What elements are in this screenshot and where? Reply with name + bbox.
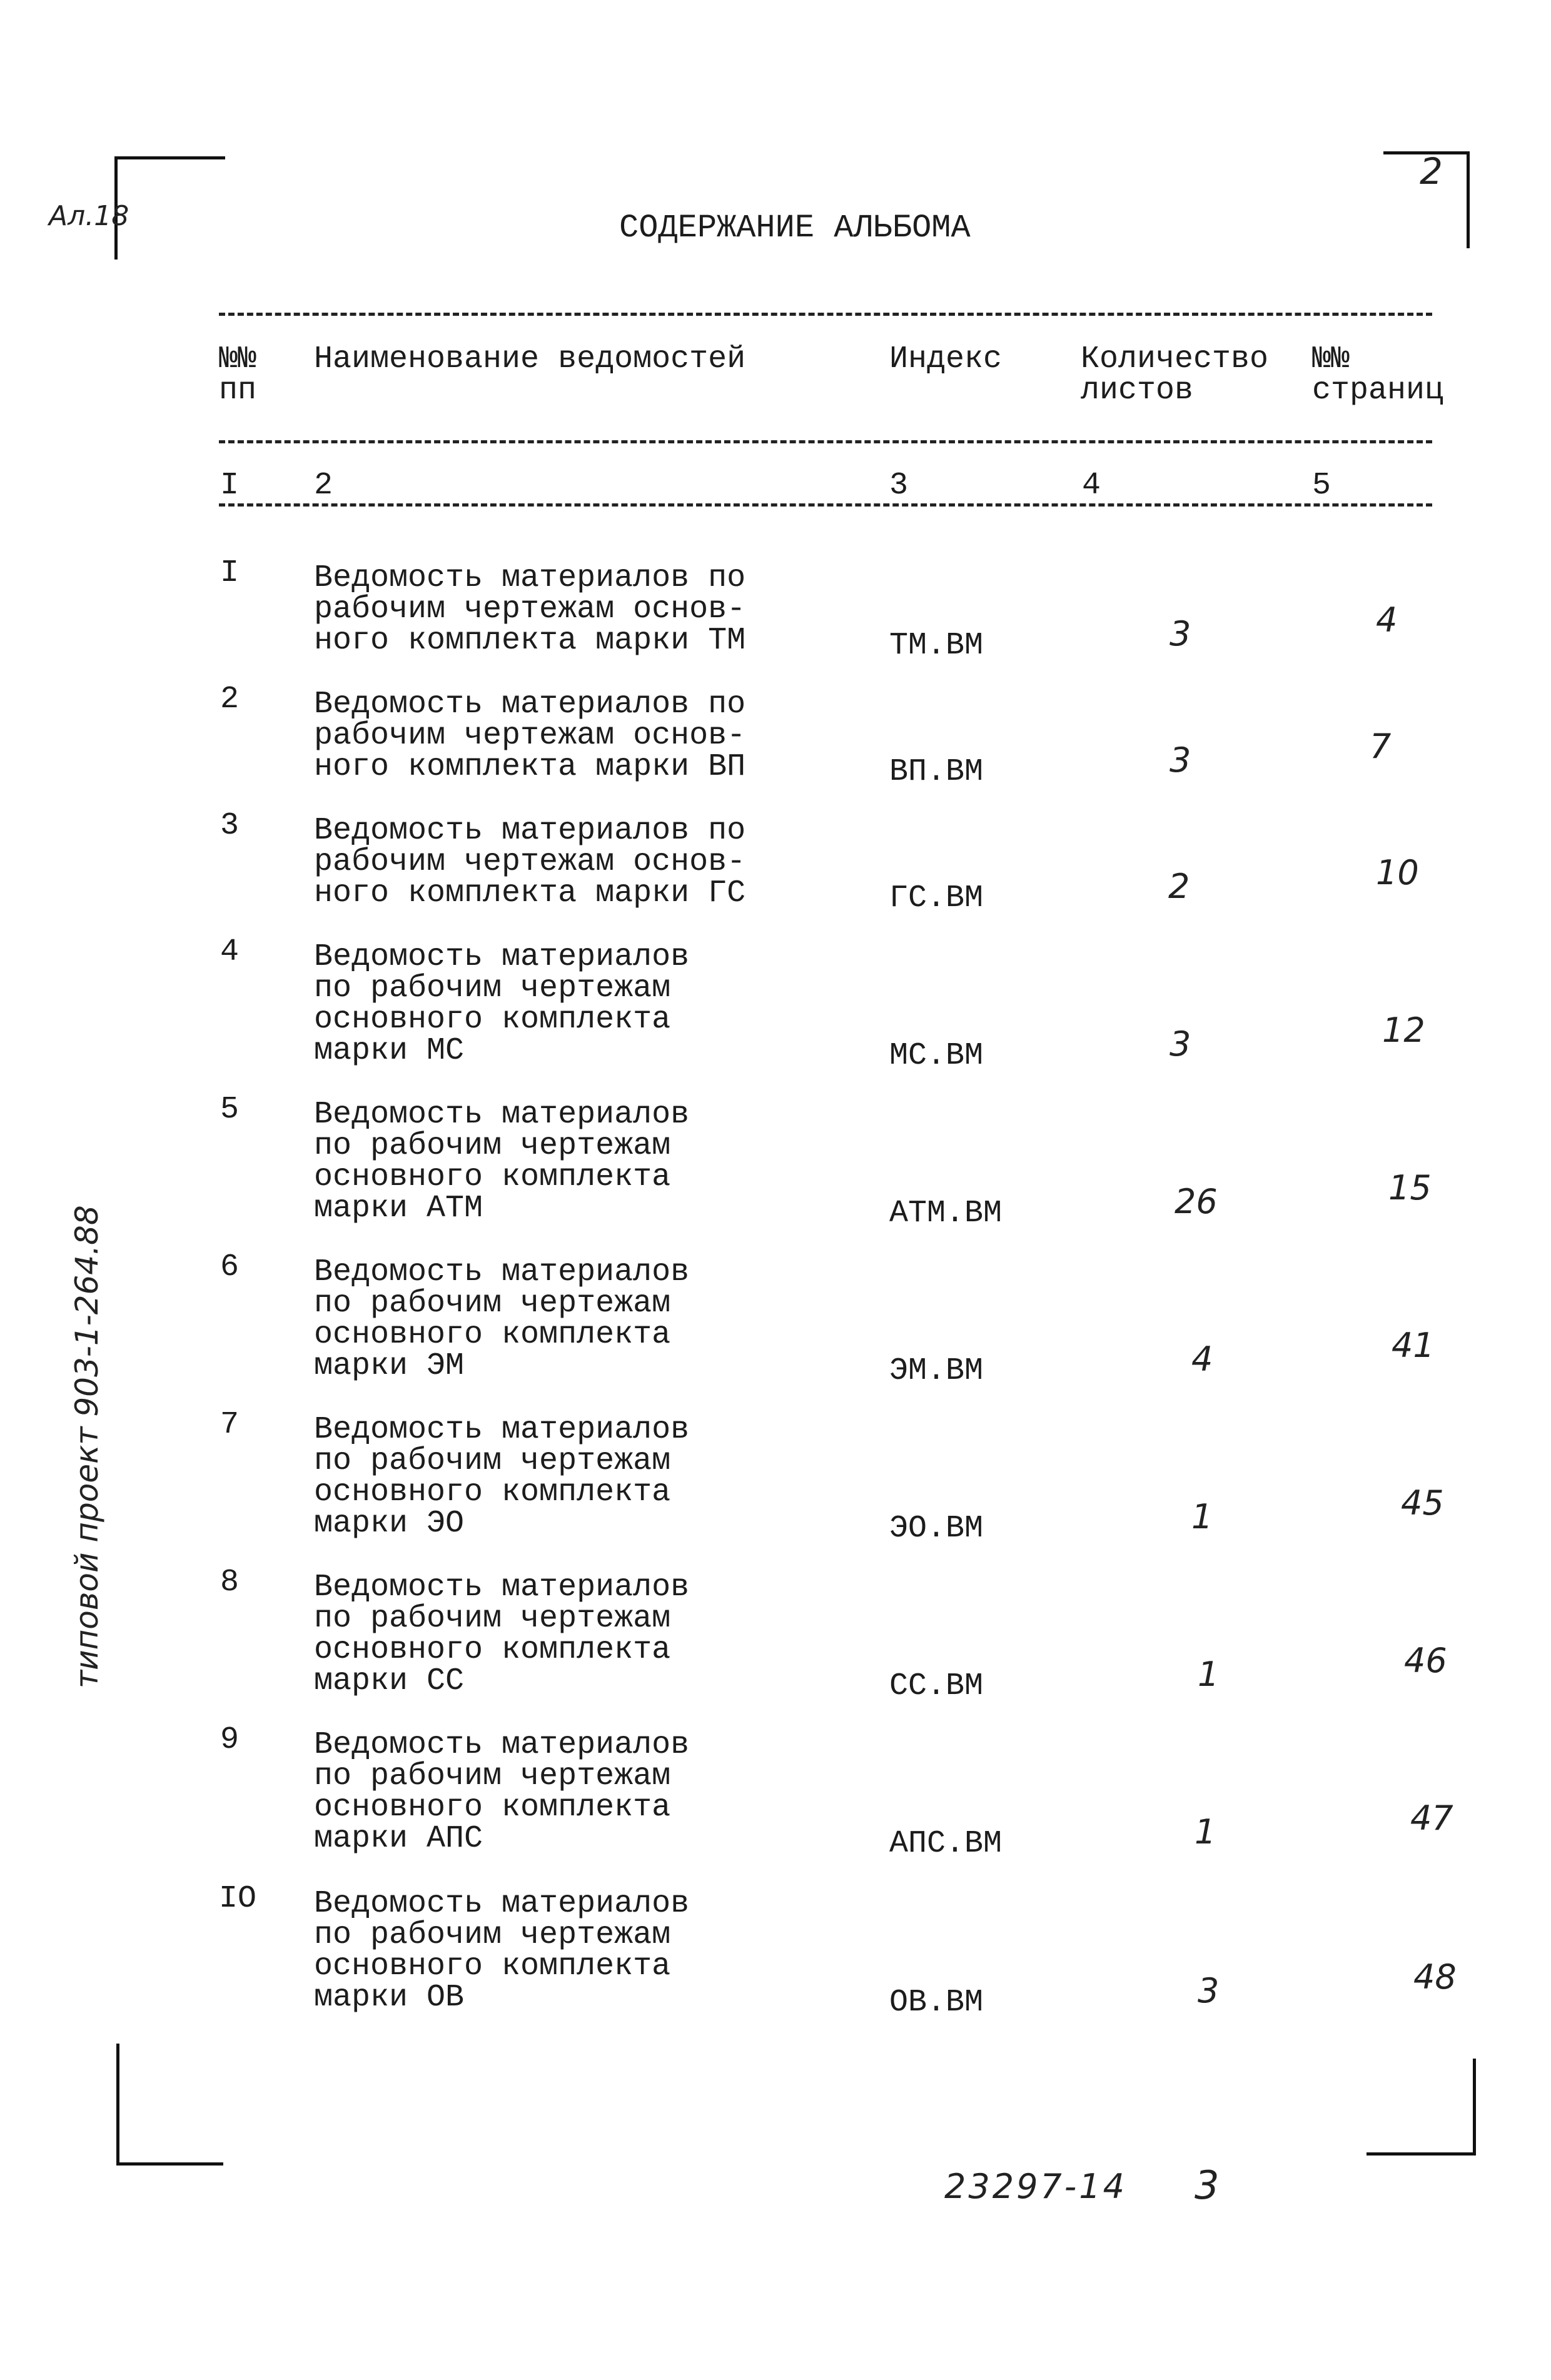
row-name-line: основного комплекта [314,1632,671,1668]
row-name-line: марки СС [314,1663,465,1699]
column-number-rule [219,503,1432,507]
row-number: 3 [220,808,240,844]
row-name [314,1727,690,1857]
row-number: 2 [220,682,240,717]
row-name-line: марки ОВ [314,1980,465,2015]
row-index: ОВ.ВМ [889,1985,984,2020]
row-name-line: марки МС [314,1033,465,1069]
header-rule-bottom [219,440,1432,443]
row-name [314,689,745,783]
row-page: 45 [1401,1483,1444,1523]
row-sheets: 1 [1191,1497,1213,1536]
row-name-line: по рабочим чертежам [314,971,671,1006]
row-name-line: ного комплекта марки ГС [314,875,746,911]
row-index: ВП.ВМ [889,754,984,790]
row-name-line: марки ЭО [314,1506,465,1541]
column-number-1: I [220,468,240,503]
row-index: МС.ВМ [889,1038,984,1074]
row-index: АПС.ВМ [889,1826,1003,1862]
row-name-line: Ведомость материалов [314,1570,690,1605]
row-name-line: марки ЭМ [314,1348,465,1384]
column-number-2: 2 [314,468,333,503]
row-name-line: Ведомость материалов по [314,560,746,596]
row-page: 47 [1410,1798,1453,1838]
row-name-line: ного комплекта марки ТМ [314,623,746,658]
header-rule-top [219,313,1432,316]
row-page: 10 [1376,853,1419,892]
row-page: 46 [1404,1641,1447,1680]
row-number: 4 [220,934,240,970]
row-name-line: основного комплекта [314,1159,671,1195]
row-sheets: 4 [1191,1339,1213,1379]
row-page: 7 [1370,727,1392,766]
header-col-pages-line1: №№ [1312,341,1350,377]
header-col-number-line1: №№ [219,341,257,377]
header-col-number-line2: пп [219,373,257,408]
header-col-sheets-line2: листов [1081,373,1194,408]
row-sheets: 3 [1170,740,1191,780]
header-col-sheets-line1: Количество [1081,341,1269,377]
header-col-name: Наименование ведомостей [314,341,746,377]
row-name-line: рабочим чертежам основ- [314,592,746,627]
row-index: ЭМ.ВМ [889,1353,984,1389]
row-sheets: 3 [1170,614,1191,653]
row-name-line: основного комплекта [314,1317,671,1353]
row-index: ГС.ВМ [889,880,984,916]
row-sheets: 2 [1168,867,1190,906]
row-number: I [220,555,240,591]
row-name-line: по рабочим чертежам [314,1443,671,1479]
row-name-line: Ведомость материалов [314,1254,690,1290]
row-sheets: 26 [1175,1182,1218,1221]
row-name-line: Ведомость материалов по [314,813,746,849]
margin-note: Ал.18 [49,200,129,232]
column-number-3: 3 [889,468,909,503]
row-index: АТМ.ВМ [889,1196,1003,1231]
row-number: 6 [220,1249,240,1285]
row-name-line: марки АПС [314,1821,483,1857]
header-col-pages-line2: страниц [1312,373,1444,408]
row-sheets: 3 [1198,1971,1220,2010]
page-number-top: 2 [1420,150,1443,193]
row-name [314,560,746,658]
row-index: СС.ВМ [889,1668,984,1704]
row-name [314,1254,690,1384]
row-name-line: по рабочим чертежам [314,1917,671,1953]
row-page: 15 [1388,1168,1432,1208]
row-page: 4 [1376,600,1398,640]
row-name-line: Ведомость материалов [314,1412,690,1448]
row-name-line: Ведомость материалов по [314,687,746,722]
row-number: 7 [220,1407,240,1443]
row-page: 48 [1413,1957,1457,1997]
header-col-sheets [1081,341,1269,408]
row-number: 8 [220,1565,240,1600]
row-name-line: по рабочим чертежам [314,1758,671,1794]
footer-page: 3 [1195,2162,1220,2208]
row-name-line: марки АТМ [314,1191,483,1226]
row-name-line: Ведомость материалов [314,939,690,975]
row-name-line: основного комплекта [314,1002,671,1037]
row-name-line: основного комплекта [314,1475,671,1510]
row-sheets: 3 [1170,1024,1191,1064]
frame-corner-bottom-right [1367,2059,1476,2156]
row-name [314,1572,689,1697]
column-number-4: 4 [1082,468,1101,503]
page-title: СОДЕРЖАНИЕ АЛЬБОМА [619,209,971,246]
header-col-number [219,341,257,408]
row-name [314,815,745,909]
row-sheets: 1 [1195,1812,1216,1852]
row-name-line: Ведомость материалов [314,1727,690,1763]
row-name-line: по рабочим чертежам [314,1601,671,1636]
row-name [314,1099,689,1224]
row-number: IO [219,1881,257,1917]
footer-code: 23297-14 [944,2167,1127,2206]
row-name-line: Ведомость материалов [314,1886,690,1922]
row-number: 9 [220,1722,240,1758]
row-index: ЭО.ВМ [889,1511,984,1546]
row-name-line: ного комплекта марки ВП [314,749,746,785]
row-index: ТМ.ВМ [889,628,984,663]
row-name-line: основного комплекта [314,1790,671,1825]
frame-corner-bottom-left [116,2044,223,2166]
row-name [314,1414,689,1540]
header-col-pages [1312,341,1444,408]
row-name-line: по рабочим чертежам [314,1128,671,1164]
row-name-line: основного комплекта [314,1949,671,1984]
column-number-5: 5 [1312,468,1331,503]
header-col-index: Индекс [889,341,1003,377]
side-note: типовой проект 903-1-264.88 [69,1205,105,1688]
row-page: 12 [1382,1011,1425,1050]
row-number: 5 [220,1092,240,1127]
row-name-line: рабочим чертежам основ- [314,718,746,754]
row-name [314,939,690,1069]
row-name-line: по рабочим чертежам [314,1286,671,1321]
row-name-line: рабочим чертежам основ- [314,844,746,880]
row-name [314,1888,689,2014]
frame-corner-top-left [114,156,225,260]
row-sheets: 1 [1198,1655,1220,1694]
row-name-line: Ведомость материалов [314,1097,690,1132]
row-page: 41 [1392,1326,1435,1365]
